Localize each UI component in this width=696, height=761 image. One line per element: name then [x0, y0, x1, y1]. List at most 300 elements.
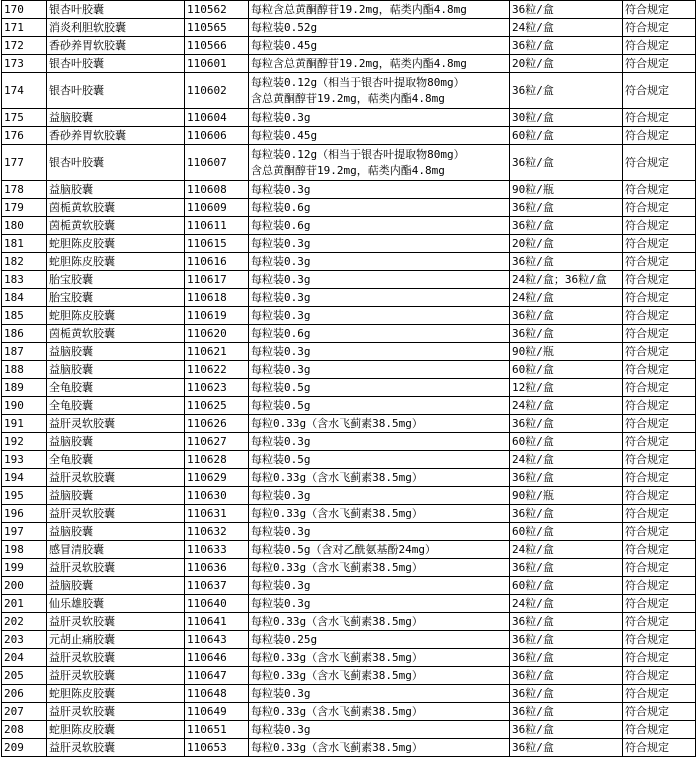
- specification-line: 每粒装0.3g: [251, 596, 311, 610]
- table-row: [2, 199, 696, 217]
- product-name-cell: 全龟胶囊: [47, 397, 185, 415]
- result-cell: 符合规定: [623, 505, 696, 523]
- batch-code-cell: 110602: [185, 73, 249, 109]
- table-row: [2, 343, 696, 361]
- specification-cell: [249, 271, 510, 289]
- specification-cell: [249, 703, 510, 721]
- table-row: [2, 73, 696, 109]
- package-cell: 24粒/盒: [510, 451, 623, 469]
- batch-code-cell: 110565: [185, 19, 249, 37]
- result-cell: 符合规定: [623, 451, 696, 469]
- package-cell: 12粒/盒: [510, 379, 623, 397]
- row-number-cell: 195: [2, 487, 47, 505]
- batch-code-cell: 110626: [185, 415, 249, 433]
- result-cell: 符合规定: [623, 37, 696, 55]
- specification-cell: [249, 415, 510, 433]
- table-row: [2, 577, 696, 595]
- specification-line: 每粒装0.52g: [251, 20, 318, 34]
- table-row: [2, 109, 696, 127]
- product-name-cell: 胎宝胶囊: [47, 271, 185, 289]
- specification-line: 每粒装0.5g（含对乙酰氨基酚24mg）: [251, 542, 436, 556]
- specification-cell: [249, 631, 510, 649]
- result-cell: 符合规定: [623, 235, 696, 253]
- batch-code-cell: 110632: [185, 523, 249, 541]
- batch-code-cell: 110608: [185, 181, 249, 199]
- row-number-cell: 178: [2, 181, 47, 199]
- batch-code-cell: 110618: [185, 289, 249, 307]
- batch-code-cell: 110631: [185, 505, 249, 523]
- table-row: [2, 55, 696, 73]
- specification-cell: [249, 523, 510, 541]
- package-cell: 60粒/盒: [510, 523, 623, 541]
- specification-line: 每粒装0.3g: [251, 362, 311, 376]
- row-number-cell: 202: [2, 613, 47, 631]
- row-number-cell: 175: [2, 109, 47, 127]
- specification-cell: [249, 127, 510, 145]
- package-cell: 36粒/盒: [510, 613, 623, 631]
- table-row: [2, 379, 696, 397]
- specification-line: 每粒含总黄酮醇苷19.2mg，萜类内酯4.8mg: [251, 56, 467, 70]
- specification-line: 每粒装0.3g: [251, 254, 311, 268]
- table-row: [2, 595, 696, 613]
- package-cell: 36粒/盒: [510, 559, 623, 577]
- result-cell: 符合规定: [623, 361, 696, 379]
- specification-cell: [249, 685, 510, 703]
- package-cell: 24粒/盒: [510, 289, 623, 307]
- specification-cell: [249, 649, 510, 667]
- package-cell: 24粒/盒: [510, 541, 623, 559]
- package-cell: 90粒/瓶: [510, 343, 623, 361]
- table-row: [2, 487, 696, 505]
- package-cell: 90粒/瓶: [510, 487, 623, 505]
- batch-code-cell: 110636: [185, 559, 249, 577]
- package-cell: 36粒/盒: [510, 505, 623, 523]
- specification-cell: [249, 595, 510, 613]
- package-cell: 20粒/盒: [510, 55, 623, 73]
- table-row: [2, 505, 696, 523]
- table-row: [2, 613, 696, 631]
- batch-code-cell: 110628: [185, 451, 249, 469]
- specification-cell: [249, 721, 510, 739]
- result-cell: 符合规定: [623, 217, 696, 235]
- table-row: [2, 325, 696, 343]
- specification-cell: [249, 469, 510, 487]
- product-name-cell: 蛇胆陈皮胶囊: [47, 685, 185, 703]
- result-cell: 符合规定: [623, 523, 696, 541]
- specification-cell: [249, 235, 510, 253]
- result-cell: 符合规定: [623, 631, 696, 649]
- table-row: [2, 631, 696, 649]
- specification-line: 每粒装0.45g: [251, 128, 318, 142]
- specification-cell: [249, 667, 510, 685]
- row-number-cell: 203: [2, 631, 47, 649]
- specification-cell: [249, 325, 510, 343]
- specification-line: 每粒0.33g（含水飞蓟素38.5mg）: [251, 668, 423, 682]
- result-cell: 符合规定: [623, 325, 696, 343]
- specification-line: 每粒装0.6g: [251, 200, 311, 214]
- specification-line: 每粒装0.3g: [251, 236, 311, 250]
- row-number-cell: 193: [2, 451, 47, 469]
- product-name-cell: 益脑胶囊: [47, 181, 185, 199]
- result-cell: 符合规定: [623, 721, 696, 739]
- row-number-cell: 183: [2, 271, 47, 289]
- batch-code-cell: 110606: [185, 127, 249, 145]
- specification-line: 每粒装0.3g: [251, 110, 311, 124]
- batch-code-cell: 110643: [185, 631, 249, 649]
- batch-code-cell: 110609: [185, 199, 249, 217]
- batch-code-cell: 110651: [185, 721, 249, 739]
- result-cell: 符合规定: [623, 289, 696, 307]
- specification-line: 每粒装0.3g: [251, 434, 311, 448]
- result-cell: 符合规定: [623, 181, 696, 199]
- table-row: [2, 361, 696, 379]
- package-cell: 36粒/盒: [510, 253, 623, 271]
- row-number-cell: 205: [2, 667, 47, 685]
- specification-line: 每粒0.33g（含水飞蓟素38.5mg）: [251, 614, 423, 628]
- result-cell: 符合规定: [623, 343, 696, 361]
- result-cell: 符合规定: [623, 649, 696, 667]
- specification-cell: [249, 289, 510, 307]
- table-row: [2, 271, 696, 289]
- product-name-cell: 益肝灵软胶囊: [47, 505, 185, 523]
- row-number-cell: 191: [2, 415, 47, 433]
- batch-code-cell: 110630: [185, 487, 249, 505]
- result-cell: 符合规定: [623, 109, 696, 127]
- package-cell: 36粒/盒: [510, 199, 623, 217]
- product-name-cell: 全龟胶囊: [47, 379, 185, 397]
- result-cell: 符合规定: [623, 487, 696, 505]
- table-row: [2, 667, 696, 685]
- specification-line: 每粒0.33g（含水飞蓟素38.5mg）: [251, 560, 423, 574]
- package-cell: 36粒/盒: [510, 145, 623, 181]
- specification-cell: [249, 361, 510, 379]
- result-cell: 符合规定: [623, 433, 696, 451]
- row-number-cell: 185: [2, 307, 47, 325]
- product-name-cell: 蛇胆陈皮胶囊: [47, 253, 185, 271]
- product-name-cell: 银杏叶胶囊: [47, 73, 185, 109]
- row-number-cell: 192: [2, 433, 47, 451]
- batch-code-cell: 110627: [185, 433, 249, 451]
- batch-code-cell: 110653: [185, 739, 249, 757]
- product-name-cell: 胎宝胶囊: [47, 289, 185, 307]
- drug-inspection-table: [1, 0, 696, 757]
- row-number-cell: 194: [2, 469, 47, 487]
- product-name-cell: 银杏叶胶囊: [47, 145, 185, 181]
- specification-cell: [249, 505, 510, 523]
- specification-line: 每粒装0.25g: [251, 632, 318, 646]
- product-name-cell: 仙乐雄胶囊: [47, 595, 185, 613]
- package-cell: 24粒/盒: [510, 19, 623, 37]
- batch-code-cell: 110637: [185, 577, 249, 595]
- batch-code-cell: 110621: [185, 343, 249, 361]
- package-cell: 36粒/盒: [510, 721, 623, 739]
- batch-code-cell: 110623: [185, 379, 249, 397]
- specification-line: 每粒装0.45g: [251, 38, 318, 52]
- row-number-cell: 188: [2, 361, 47, 379]
- package-cell: 20粒/盒: [510, 235, 623, 253]
- row-number-cell: 179: [2, 199, 47, 217]
- table-row: [2, 739, 696, 757]
- product-name-cell: 蛇胆陈皮胶囊: [47, 235, 185, 253]
- specification-cell: [249, 487, 510, 505]
- specification-cell: [249, 451, 510, 469]
- product-name-cell: 银杏叶胶囊: [47, 55, 185, 73]
- package-cell: 36粒/盒: [510, 739, 623, 757]
- row-number-cell: 208: [2, 721, 47, 739]
- row-number-cell: 196: [2, 505, 47, 523]
- batch-code-cell: 110620: [185, 325, 249, 343]
- result-cell: 符合规定: [623, 19, 696, 37]
- package-cell: 36粒/盒: [510, 469, 623, 487]
- table-row: [2, 649, 696, 667]
- specification-cell: [249, 559, 510, 577]
- row-number-cell: 207: [2, 703, 47, 721]
- row-number-cell: 197: [2, 523, 47, 541]
- table-row: [2, 703, 696, 721]
- row-number-cell: 174: [2, 73, 47, 109]
- batch-code-cell: 110617: [185, 271, 249, 289]
- table-row: [2, 451, 696, 469]
- table-row: [2, 415, 696, 433]
- specification-line: 每粒装0.12g（相当于银杏叶提取物80mg）: [251, 75, 465, 89]
- package-cell: 36粒/盒: [510, 217, 623, 235]
- row-number-cell: 172: [2, 37, 47, 55]
- row-number-cell: 209: [2, 739, 47, 757]
- row-number-cell: 206: [2, 685, 47, 703]
- package-cell: 24粒/盒: [510, 397, 623, 415]
- table-row: [2, 685, 696, 703]
- table-row: [2, 559, 696, 577]
- row-number-cell: 199: [2, 559, 47, 577]
- specification-cell: [249, 433, 510, 451]
- row-number-cell: 176: [2, 127, 47, 145]
- batch-code-cell: 110625: [185, 397, 249, 415]
- row-number-cell: 181: [2, 235, 47, 253]
- package-cell: 36粒/盒: [510, 703, 623, 721]
- table-row: [2, 235, 696, 253]
- row-number-cell: 180: [2, 217, 47, 235]
- package-cell: 36粒/盒: [510, 73, 623, 109]
- specification-line: 每粒装0.3g: [251, 578, 311, 592]
- package-cell: 30粒/盒: [510, 109, 623, 127]
- batch-code-cell: 110649: [185, 703, 249, 721]
- package-cell: 36粒/盒: [510, 415, 623, 433]
- specification-cell: [249, 181, 510, 199]
- batch-code-cell: 110604: [185, 109, 249, 127]
- table-row: [2, 181, 696, 199]
- row-number-cell: 184: [2, 289, 47, 307]
- result-cell: 符合规定: [623, 739, 696, 757]
- specification-line: 每粒装0.3g: [251, 272, 311, 286]
- product-name-cell: 益脑胶囊: [47, 361, 185, 379]
- specification-line: 每粒装0.3g: [251, 488, 311, 502]
- batch-code-cell: 110562: [185, 1, 249, 19]
- table-row: [2, 433, 696, 451]
- table-row: [2, 217, 696, 235]
- specification-line: 每粒装0.5g: [251, 452, 311, 466]
- row-number-cell: 170: [2, 1, 47, 19]
- row-number-cell: 189: [2, 379, 47, 397]
- result-cell: 符合规定: [623, 1, 696, 19]
- specification-line: 含总黄酮醇苷19.2mg，萜类内酯4.8mg: [251, 163, 445, 177]
- package-cell: 36粒/盒: [510, 325, 623, 343]
- specification-line: 每粒装0.3g: [251, 182, 311, 196]
- specification-line: 每粒0.33g（含水飞蓟素38.5mg）: [251, 470, 423, 484]
- package-cell: 36粒/盒: [510, 685, 623, 703]
- result-cell: 符合规定: [623, 703, 696, 721]
- product-name-cell: 益脑胶囊: [47, 109, 185, 127]
- table-row: [2, 1, 696, 19]
- specification-line: 每粒装0.3g: [251, 290, 311, 304]
- batch-code-cell: 110641: [185, 613, 249, 631]
- table-row: [2, 469, 696, 487]
- specification-line: 每粒装0.3g: [251, 686, 311, 700]
- product-name-cell: 蛇胆陈皮胶囊: [47, 721, 185, 739]
- batch-code-cell: 110646: [185, 649, 249, 667]
- table-row: [2, 721, 696, 739]
- product-name-cell: 益肝灵软胶囊: [47, 415, 185, 433]
- specification-line: 每粒装0.6g: [251, 218, 311, 232]
- specification-cell: [249, 55, 510, 73]
- row-number-cell: 190: [2, 397, 47, 415]
- table-row: [2, 397, 696, 415]
- row-number-cell: 177: [2, 145, 47, 181]
- package-cell: 36粒/盒: [510, 631, 623, 649]
- table-row: [2, 127, 696, 145]
- result-cell: 符合规定: [623, 559, 696, 577]
- result-cell: 符合规定: [623, 379, 696, 397]
- package-cell: 36粒/盒: [510, 649, 623, 667]
- batch-code-cell: 110611: [185, 217, 249, 235]
- result-cell: 符合规定: [623, 307, 696, 325]
- specification-cell: [249, 37, 510, 55]
- row-number-cell: 200: [2, 577, 47, 595]
- result-cell: 符合规定: [623, 271, 696, 289]
- batch-code-cell: 110622: [185, 361, 249, 379]
- row-number-cell: 186: [2, 325, 47, 343]
- product-name-cell: 益脑胶囊: [47, 487, 185, 505]
- package-cell: 36粒/盒: [510, 307, 623, 325]
- result-cell: 符合规定: [623, 613, 696, 631]
- table-row: [2, 253, 696, 271]
- specification-line: 每粒0.33g（含水飞蓟素38.5mg）: [251, 704, 423, 718]
- specification-cell: [249, 253, 510, 271]
- product-name-cell: 益肝灵软胶囊: [47, 613, 185, 631]
- specification-cell: [249, 307, 510, 325]
- batch-code-cell: 110615: [185, 235, 249, 253]
- result-cell: 符合规定: [623, 415, 696, 433]
- specification-cell: [249, 217, 510, 235]
- product-name-cell: 益脑胶囊: [47, 433, 185, 451]
- package-cell: 24粒/盒；36粒/盒: [510, 271, 623, 289]
- result-cell: 符合规定: [623, 577, 696, 595]
- batch-code-cell: 110629: [185, 469, 249, 487]
- product-name-cell: 茵栀黄软胶囊: [47, 199, 185, 217]
- product-name-cell: 香砂养胃软胶囊: [47, 127, 185, 145]
- batch-code-cell: 110647: [185, 667, 249, 685]
- specification-line: 每粒装0.5g: [251, 380, 311, 394]
- specification-line: 每粒0.33g（含水飞蓟素38.5mg）: [251, 650, 423, 664]
- result-cell: 符合规定: [623, 145, 696, 181]
- product-name-cell: 益脑胶囊: [47, 523, 185, 541]
- product-name-cell: 益肝灵软胶囊: [47, 469, 185, 487]
- result-cell: 符合规定: [623, 55, 696, 73]
- row-number-cell: 204: [2, 649, 47, 667]
- package-cell: 36粒/盒: [510, 37, 623, 55]
- table-row: [2, 145, 696, 181]
- specification-line: 每粒含总黄酮醇苷19.2mg，萜类内酯4.8mg: [251, 2, 467, 16]
- batch-code-cell: 110607: [185, 145, 249, 181]
- package-cell: 60粒/盒: [510, 577, 623, 595]
- product-name-cell: 蛇胆陈皮胶囊: [47, 307, 185, 325]
- specification-line: 每粒0.33g（含水飞蓟素38.5mg）: [251, 740, 423, 754]
- table-row: [2, 541, 696, 559]
- product-name-cell: 益脑胶囊: [47, 577, 185, 595]
- batch-code-cell: 110616: [185, 253, 249, 271]
- product-name-cell: 益脑胶囊: [47, 343, 185, 361]
- specification-line: 每粒装0.6g: [251, 326, 311, 340]
- product-name-cell: 元胡止痛胶囊: [47, 631, 185, 649]
- specification-line: 每粒装0.3g: [251, 524, 311, 538]
- specification-line: 每粒装0.3g: [251, 308, 311, 322]
- batch-code-cell: 110633: [185, 541, 249, 559]
- specification-line: 每粒装0.5g: [251, 398, 311, 412]
- package-cell: 24粒/盒: [510, 595, 623, 613]
- specification-cell: [249, 613, 510, 631]
- specification-cell: [249, 577, 510, 595]
- batch-code-cell: 110640: [185, 595, 249, 613]
- batch-code-cell: 110619: [185, 307, 249, 325]
- specification-line: 每粒0.33g（含水飞蓟素38.5mg）: [251, 506, 423, 520]
- row-number-cell: 173: [2, 55, 47, 73]
- row-number-cell: 198: [2, 541, 47, 559]
- specification-cell: [249, 199, 510, 217]
- result-cell: 符合规定: [623, 127, 696, 145]
- specification-cell: [249, 109, 510, 127]
- batch-code-cell: 110566: [185, 37, 249, 55]
- package-cell: 90粒/瓶: [510, 181, 623, 199]
- specification-cell: [249, 343, 510, 361]
- product-name-cell: 香砂养胃软胶囊: [47, 37, 185, 55]
- result-cell: 符合规定: [623, 667, 696, 685]
- specification-cell: [249, 145, 510, 181]
- result-cell: 符合规定: [623, 541, 696, 559]
- package-cell: 60粒/盒: [510, 127, 623, 145]
- result-cell: 符合规定: [623, 397, 696, 415]
- product-name-cell: 全龟胶囊: [47, 451, 185, 469]
- specification-line: 每粒装0.12g（相当于银杏叶提取物80mg）: [251, 147, 465, 161]
- specification-line: 每粒0.33g（含水飞蓟素38.5mg）: [251, 416, 423, 430]
- table-row: [2, 307, 696, 325]
- row-number-cell: 171: [2, 19, 47, 37]
- specification-cell: [249, 397, 510, 415]
- table-row: [2, 19, 696, 37]
- package-cell: 60粒/盒: [510, 433, 623, 451]
- product-name-cell: 感冒清胶囊: [47, 541, 185, 559]
- table-row: [2, 289, 696, 307]
- product-name-cell: 茵栀黄软胶囊: [47, 325, 185, 343]
- specification-line: 每粒装0.3g: [251, 722, 311, 736]
- table-row: [2, 37, 696, 55]
- batch-code-cell: 110601: [185, 55, 249, 73]
- row-number-cell: 182: [2, 253, 47, 271]
- result-cell: 符合规定: [623, 253, 696, 271]
- specification-line: 含总黄酮醇苷19.2mg，萜类内酯4.8mg: [251, 91, 445, 105]
- product-name-cell: 益肝灵软胶囊: [47, 649, 185, 667]
- package-cell: 36粒/盒: [510, 1, 623, 19]
- result-cell: 符合规定: [623, 595, 696, 613]
- row-number-cell: 201: [2, 595, 47, 613]
